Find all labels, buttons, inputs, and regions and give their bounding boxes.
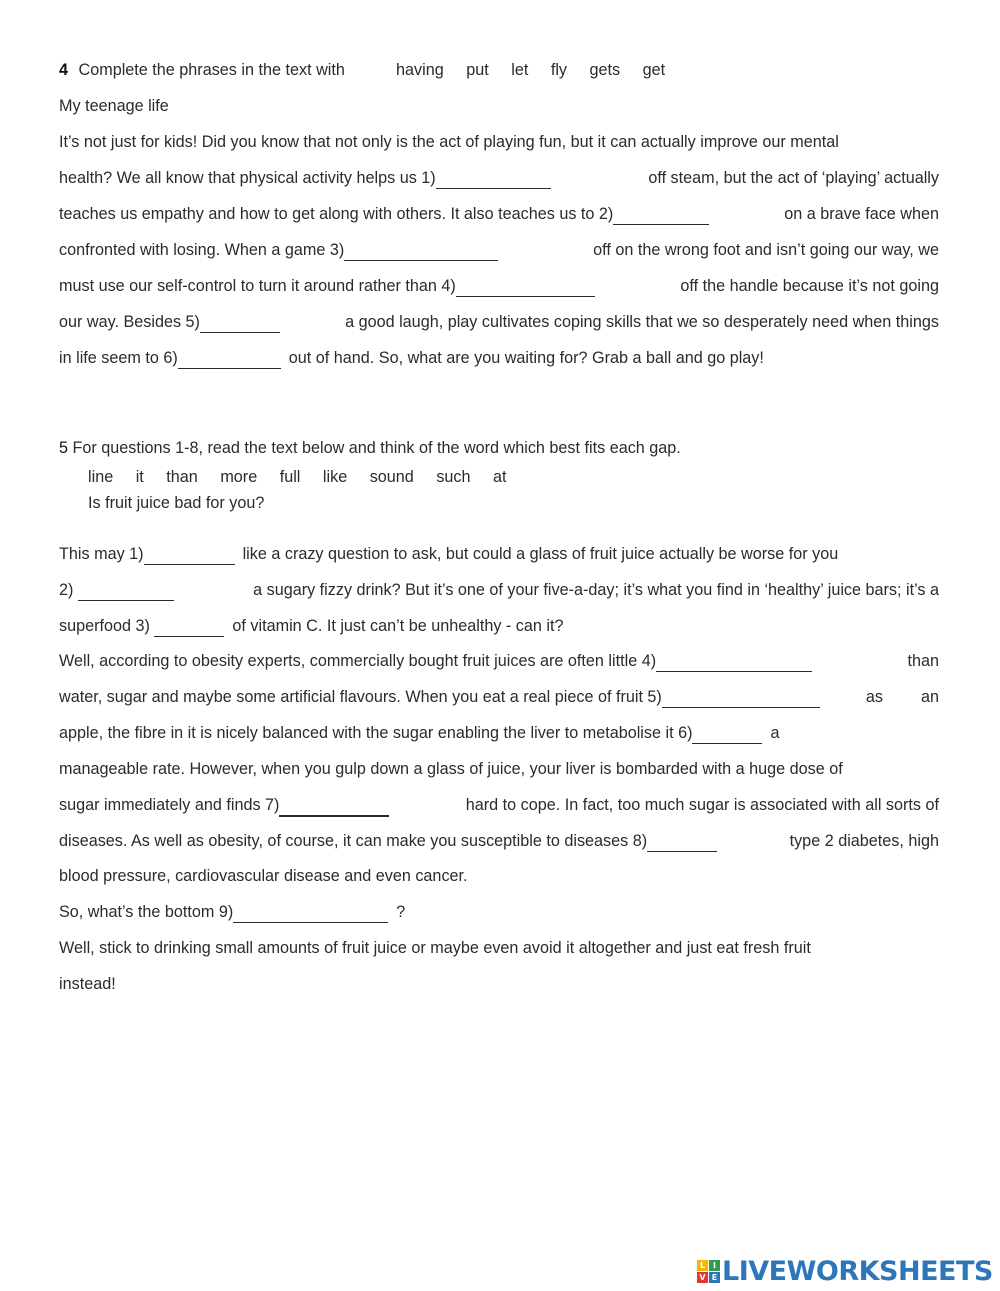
word-bank-item: line: [88, 468, 114, 486]
paragraph-text: confronted with losing. When a game 3): [59, 241, 345, 259]
paragraph-text: teaches us empathy and how to get along with others. It also teaches us to 2): [59, 205, 614, 223]
paragraph-text: an: [920, 688, 939, 706]
word-bank-item: at: [493, 468, 507, 486]
ex4-line-7: [59, 349, 764, 369]
logo-tile: I: [709, 1260, 720, 1271]
paragraph-text: a: [770, 724, 780, 742]
gap-5-input[interactable]: [200, 314, 280, 333]
paragraph-text: So, what’s the bottom 9): [59, 903, 234, 921]
ex4-line-5: [59, 277, 939, 297]
exercise-5-heading: [59, 439, 681, 458]
paragraph-text: out of hand. So, what are you waiting for? Grab a ball and go play!: [288, 349, 764, 367]
exercise-4-word-bank: [396, 61, 683, 80]
word-bank-item: put: [466, 61, 489, 79]
gap-6-input[interactable]: [692, 725, 762, 744]
gap-8-input[interactable]: [647, 833, 717, 852]
logo-tile: E: [709, 1272, 720, 1283]
ex5-line-10: blood pressure, cardiovascular disease and even cancer.: [59, 867, 468, 885]
exercise-4-instruction: Complete the phrases in the text with: [78, 61, 345, 79]
gap-7-input[interactable]: [279, 797, 389, 817]
paragraph-text: This may 1): [59, 545, 144, 563]
paragraph-text: Well, stick to drinking small amounts of fruit juice or maybe even avoid it altogether and just eat fresh fruit: [59, 939, 811, 957]
paragraph-text: a good laugh, play cultivates coping skills that we so desperately need when things: [345, 313, 939, 331]
ex4-line-6: [59, 313, 939, 333]
paragraph-text: of vitamin C. It just can’t be unhealthy - can it?: [232, 617, 564, 635]
word-bank-item: let: [511, 61, 529, 79]
paragraph-text: health? We all know that physical activity helps us 1): [59, 169, 436, 187]
paragraph-text: hard to cope. In fact, too much sugar is associated with all sorts of: [465, 796, 939, 814]
gap-3-input[interactable]: [154, 618, 224, 637]
paragraph-text: like a crazy question to ask, but could a glass of fruit juice actually be worse for you: [242, 545, 839, 563]
word-bank-item: gets: [589, 61, 621, 79]
exercise-4-title: My teenage life: [59, 97, 169, 115]
paragraph-text: manageable rate. However, when you gulp down a glass of juice, your liver is bombarded with a huge dose of: [59, 760, 843, 778]
word-bank-item: like: [322, 468, 348, 486]
paragraph-text: apple, the fibre in it is nicely balanced with the sugar enabling the liver to metabolise it 6): [59, 724, 693, 742]
ex5-line-13: instead!: [59, 975, 116, 993]
word-bank-item: it: [135, 468, 144, 486]
paragraph-text: superfood 3): [59, 617, 150, 635]
paragraph-text: our way. Besides 5): [59, 313, 200, 331]
ex5-line-6: [59, 724, 780, 744]
ex4-line-3: [59, 205, 939, 225]
logo-tile: L: [697, 1260, 708, 1271]
exercise-5-word-bank: [88, 468, 525, 487]
paragraph-text: off the handle because it’s not going: [680, 277, 939, 295]
ex5-line-7: [59, 760, 939, 779]
word-bank-item: fly: [550, 61, 568, 79]
paragraph-text: diseases. As well as obesity, of course, it can make you susceptible to diseases 8): [59, 832, 648, 850]
logo-tile: V: [697, 1272, 708, 1283]
gap-1-input[interactable]: [144, 546, 235, 565]
exercise-5-number: 5: [59, 439, 69, 457]
liveworksheets-logo: [697, 1254, 993, 1288]
ex4-line-1: [59, 133, 939, 152]
ex5-line-4: [59, 652, 939, 672]
logo-text: LIVEWORKSHEETS: [722, 1255, 993, 1287]
gap-1-input[interactable]: [436, 170, 551, 189]
paragraph-text: as: [865, 688, 883, 706]
ex5-line-2: [59, 581, 939, 601]
paragraph-text: ?: [396, 903, 406, 921]
paragraph-text: sugar immediately and finds 7): [59, 796, 280, 814]
word-bank-item: more: [220, 468, 258, 486]
ex5-line-9: [59, 832, 939, 852]
paragraph-text: off steam, but the act of ‘playing’ actually: [648, 169, 939, 187]
paragraph-text: than: [907, 652, 939, 670]
exercise-5-title: Is fruit juice bad for you?: [88, 494, 265, 512]
ex5-line-12: [59, 939, 939, 958]
ex5-line-8: [59, 796, 939, 817]
gap-6-input[interactable]: [178, 350, 281, 369]
ex5-line-5: [59, 688, 939, 708]
paragraph-text: Well, according to obesity experts, commercially bought fruit juices are often little 4): [59, 652, 657, 670]
gap-2-input[interactable]: [78, 582, 174, 601]
exercise-5-instruction: For questions 1-8, read the text below and think of the word which best fits each gap.: [72, 439, 681, 457]
paragraph-text: a sugary fizzy drink? But it’s one of your five-a-day; it’s what you find in ‘healthy’ juice bars; it’s a: [253, 581, 939, 599]
paragraph-text: must use our self-control to turn it around rather than 4): [59, 277, 456, 295]
word-bank-item: get: [642, 61, 666, 79]
gap-4-input[interactable]: [656, 653, 812, 672]
gap-2-input[interactable]: [613, 206, 709, 225]
ex5-line-1: [59, 545, 838, 565]
paragraph-text: on a brave face when: [784, 205, 939, 223]
ex4-line-2: [59, 169, 939, 189]
gap-3-input[interactable]: [344, 242, 498, 261]
logo-tiles-icon: [697, 1260, 720, 1283]
paragraph-text: 2): [59, 581, 74, 599]
paragraph-text: off on the wrong foot and isn’t going our way, we: [593, 241, 939, 259]
exercise-4-number: 4: [59, 61, 69, 79]
word-bank-item: such: [436, 468, 471, 486]
ex5-line-3: [59, 617, 564, 637]
ex5-line-11: [59, 903, 405, 923]
paragraph-text: It’s not just for kids! Did you know that not only is the act of playing fun, but it can actually improve our mental: [59, 133, 839, 151]
word-bank-item: sound: [369, 468, 414, 486]
word-bank-item: having: [396, 61, 444, 79]
paragraph-text: in life seem to 6): [59, 349, 178, 367]
gap-4-input[interactable]: [456, 278, 595, 297]
ex4-line-4: [59, 241, 939, 261]
gap-5-input[interactable]: [662, 689, 820, 708]
word-bank-item: full: [279, 468, 301, 486]
paragraph-text: water, sugar and maybe some artificial flavours. When you eat a real piece of fruit 5): [59, 688, 662, 706]
word-bank-item: than: [166, 468, 198, 486]
exercise-4-heading: [59, 61, 345, 80]
paragraph-text: type 2 diabetes, high: [789, 832, 939, 850]
gap-9-input[interactable]: [233, 904, 388, 923]
